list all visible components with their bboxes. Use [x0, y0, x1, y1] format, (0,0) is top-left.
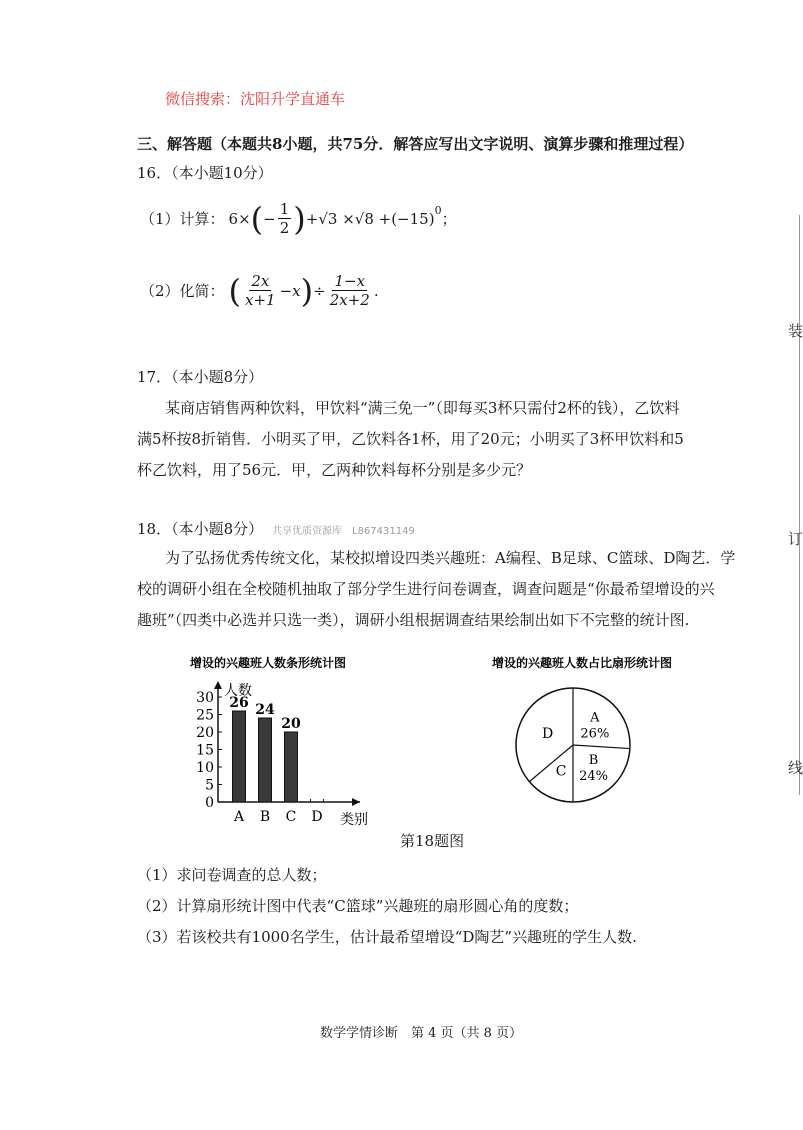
- right-paren: ): [293, 199, 306, 238]
- pie-chart: [516, 688, 630, 802]
- q18-line: 趣班”（四类中必选并只选一类），调研小组根据调查结果绘制出如下不完整的统计图.: [137, 611, 690, 629]
- y-axis-label: 人数: [224, 683, 252, 699]
- pie-slice-label: A: [590, 710, 600, 726]
- q16-part2-end: .: [373, 281, 379, 300]
- right-paren: ): [300, 271, 314, 310]
- small-watermark: 共享优质资源库 L867431149: [272, 526, 415, 537]
- q17-line: 某商店销售两种饮料，甲饮料“满三免一”（即每买3杯只需付2杯的钱），乙饮料: [165, 399, 680, 417]
- page-footer: 数学学情诊断 第 4 页（共 8 页）: [320, 1026, 523, 1041]
- fraction-denominator: 2x+2: [329, 291, 370, 309]
- bar-chart: [196, 681, 368, 828]
- y-tick-label: 5: [205, 777, 214, 794]
- pie-slice-label: C: [555, 763, 567, 780]
- bar-chart-title: 增设的兴趣班人数条形统计图: [189, 656, 347, 670]
- q16-header: 16．（本小题10分）: [137, 164, 273, 182]
- q16-part1-end: ；: [441, 210, 457, 228]
- q18-questions: [137, 860, 637, 953]
- y-tick-label: 15: [196, 742, 214, 759]
- x-axis-arrow: [352, 798, 360, 806]
- x-tick-label: B: [259, 809, 271, 825]
- y-axis-arrow: [214, 681, 222, 689]
- pie-slice-edge: [573, 745, 630, 749]
- pie-chart-title: 增设的兴趣班人数占比扇形统计图: [491, 656, 673, 670]
- fraction-denominator: 2: [279, 219, 290, 237]
- figure-18: [0, 640, 800, 860]
- fraction-denominator: x+1: [245, 291, 276, 309]
- q16-part1: [140, 200, 457, 237]
- q18-body: [137, 543, 737, 636]
- y-tick-label: 20: [196, 725, 214, 741]
- q16-part1-b: +√3 ×√8 +(−15): [305, 209, 435, 228]
- pie-slice-percent: 26%: [580, 726, 610, 742]
- y-tick-label: 25: [196, 707, 214, 724]
- q16-part2-label: （2）化简：: [140, 282, 225, 300]
- x-tick-label: D: [311, 809, 323, 825]
- q17-line: 满5杯按8折销售．小明买了甲，乙饮料各1杯，用了20元；小明买了3杯甲饮料和5: [137, 430, 684, 448]
- q18-line: 校的调研小组在全校随机抽取了部分学生进行问卷调查，调查问题是“你最希望增设的兴: [137, 580, 715, 598]
- bar-data-label: 20: [281, 716, 301, 732]
- fraction-numerator: 1: [279, 200, 290, 218]
- bar: [233, 711, 246, 802]
- q17-body: [137, 393, 737, 486]
- binding-line: [799, 215, 800, 795]
- q18-question: （1）求问卷调查的总人数；: [137, 866, 327, 884]
- q18-question: （2）计算扇形统计图中代表“C篮球”兴趣班的扇形圆心角的度数；: [137, 897, 579, 915]
- q18-question: （3）若该校共有1000名学生，估计最希望增设“D陶艺”兴趣班的学生人数.: [137, 928, 637, 946]
- division-sign: ÷: [313, 281, 326, 300]
- q16-part1-fraction: [278, 200, 292, 237]
- fraction-numerator: 2x: [251, 272, 270, 290]
- left-paren: (: [250, 199, 264, 238]
- left-paren: (: [228, 271, 242, 310]
- q18-header: 18．（本小题8分）: [137, 520, 264, 538]
- bar-data-label: 24: [255, 702, 275, 718]
- section-title: 三、解答题（本题共8小题，共75分．解答应写出文字说明、演算步骤和推理过程）: [137, 135, 694, 153]
- q16-part2: [140, 272, 379, 309]
- pie-slice-percent: 24%: [579, 768, 608, 784]
- exponent: 0: [434, 204, 442, 217]
- binding-char: 装: [788, 322, 803, 340]
- bar: [285, 732, 298, 802]
- x-axis-label: 类别: [340, 812, 368, 828]
- q17-header: 17．（本小题8分）: [137, 368, 264, 386]
- x-tick-label: C: [285, 809, 297, 825]
- minus-sign: −: [263, 209, 276, 228]
- q16-part1-label: （1）计算：: [140, 210, 225, 228]
- figure-caption: 第18题图: [400, 832, 465, 850]
- q16-part2-mid: −x: [279, 281, 301, 300]
- y-tick-label: 0: [205, 795, 214, 811]
- q18-line: 为了弘扬优秀传统文化，某校拟增设四类兴趣班：A编程、B足球、C篮球、D陶艺．学: [165, 549, 736, 567]
- q16-part2-fraction-2: [328, 272, 372, 309]
- y-tick-label: 30: [196, 690, 214, 706]
- watermark-text: 微信搜索：沈阳升学直通车: [165, 90, 346, 108]
- y-tick-label: 10: [196, 760, 214, 776]
- pie-slice-label: D: [542, 726, 554, 743]
- q16-part1-a: 6×: [228, 209, 251, 228]
- q16-part2-fraction-1: [243, 272, 278, 309]
- pie-slice-label: B: [588, 752, 599, 768]
- bar: [259, 718, 272, 802]
- fraction-numerator: 1−x: [334, 272, 366, 290]
- binding-char: 订: [788, 530, 803, 548]
- binding-char: 线: [788, 759, 803, 777]
- x-tick-label: A: [233, 809, 245, 825]
- q17-line: 杯乙饮料，用了56元．甲，乙两种饮料每杯分别是多少元？: [137, 461, 532, 479]
- bar-data-label: 26: [229, 695, 249, 711]
